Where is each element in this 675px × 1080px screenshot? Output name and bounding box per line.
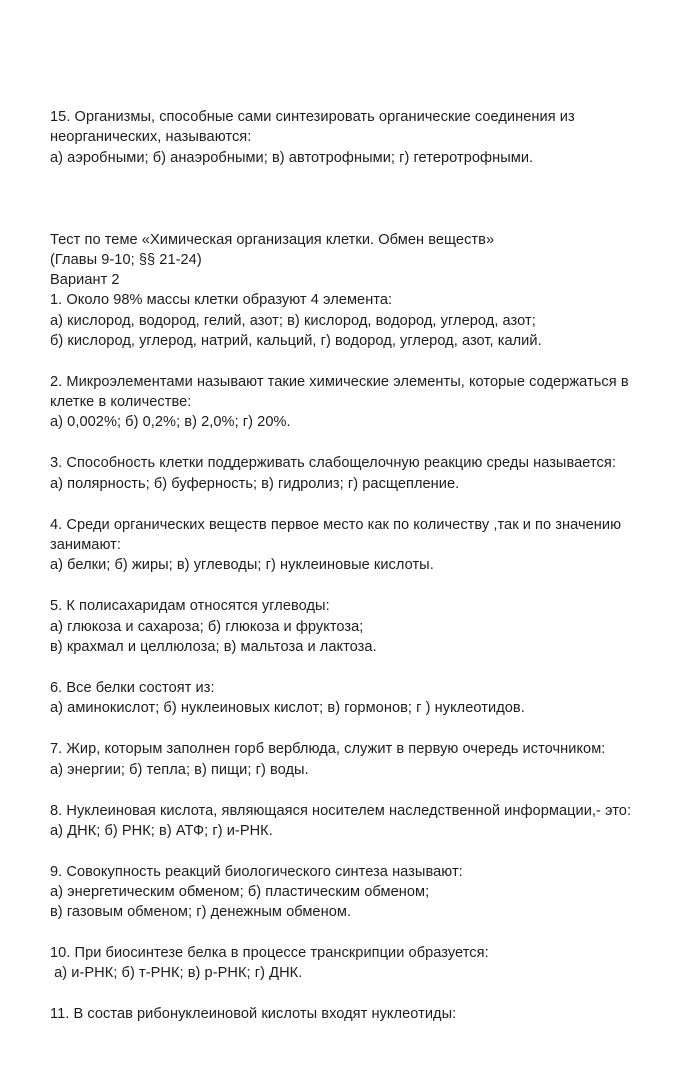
question-text: 8. Нуклеиновая кислота, являющаяся носителем наследственной информации,- это: <box>50 803 632 819</box>
answer-options: в) крахмал и целлюлоза; в) мальтоза и лактоза. <box>50 639 377 655</box>
answer-options: а) полярность; б) буферность; в) гидролиз; г) расщепление. <box>50 476 460 492</box>
question-text: 10. При биосинтезе белка в процессе транскрипции образуется: <box>50 945 489 961</box>
answer-options: а) аминокислот; б) нуклеиновых кислот; в) гормонов; г ) нуклеотидов. <box>50 700 525 716</box>
answer-options: в) газовым обменом; г) денежным обменом. <box>50 904 352 920</box>
question-text: 15. Организмы, способные сами синтезировать органические соединения из <box>50 109 575 125</box>
question-text: клетке в количестве: <box>50 394 192 410</box>
question-text: 7. Жир, которым заполнен горб верблюда, служит в первую очередь источником: <box>50 741 606 757</box>
answer-options: а) и-РНК; б) т-РНК; в) р-РНК; г) ДНК. <box>50 965 303 981</box>
question-text: 9. Совокупность реакций биологического синтеза называют: <box>50 864 463 880</box>
question-text: 1. Около 98% массы клетки образуют 4 элемента: <box>50 292 393 308</box>
test-title: Тест по теме «Химическая организация клетки. Обмен веществ» <box>50 232 495 248</box>
question-text: 6. Все белки состоят из: <box>50 680 215 696</box>
answer-options: а) 0,002%; б) 0,2%; в) 2,0%; г) 20%. <box>50 414 291 430</box>
question-text: 2. Микроэлементами называют такие химические элементы, которые содержаться в <box>50 374 629 390</box>
test-variant: Вариант 2 <box>50 272 120 288</box>
answer-options: а) ДНК; б) РНК; в) АТФ; г) и-РНК. <box>50 823 273 839</box>
answer-options: а) белки; б) жиры; в) углеводы; г) нуклеиновые кислоты. <box>50 557 434 573</box>
question-text: 5. К полисахаридам относятся углеводы: <box>50 598 330 614</box>
answer-options: б) кислород, углерод, натрий, кальций, г) водород, углерод, азот, калий. <box>50 333 542 349</box>
question-text: занимают: <box>50 537 121 553</box>
test-chapters: (Главы 9-10; §§ 21-24) <box>50 252 202 268</box>
question-text: 4. Среди органических веществ первое место как по количеству ,так и по значению <box>50 517 622 533</box>
answer-options: а) энергии; б) тепла; в) пищи; г) воды. <box>50 762 309 778</box>
question-text: 11. В состав рибонуклеиновой кислоты входят нуклеотиды: <box>50 1006 457 1022</box>
question-text: 3. Способность клетки поддерживать слабощелочную реакцию среды называется: <box>50 455 616 471</box>
answer-options: а) аэробными; б) анаэробными; в) автотрофными; г) гетеротрофными. <box>50 150 534 166</box>
answer-options: а) глюкоза и сахароза; б) глюкоза и фруктоза; <box>50 619 364 635</box>
answer-options: а) кислород, водород, гелий, азот; в) кислород, водород, углерод, азот; <box>50 313 536 329</box>
answer-options: а) энергетическим обменом; б) пластическим обменом; <box>50 884 430 900</box>
question-text: неорганических, называются: <box>50 129 252 145</box>
